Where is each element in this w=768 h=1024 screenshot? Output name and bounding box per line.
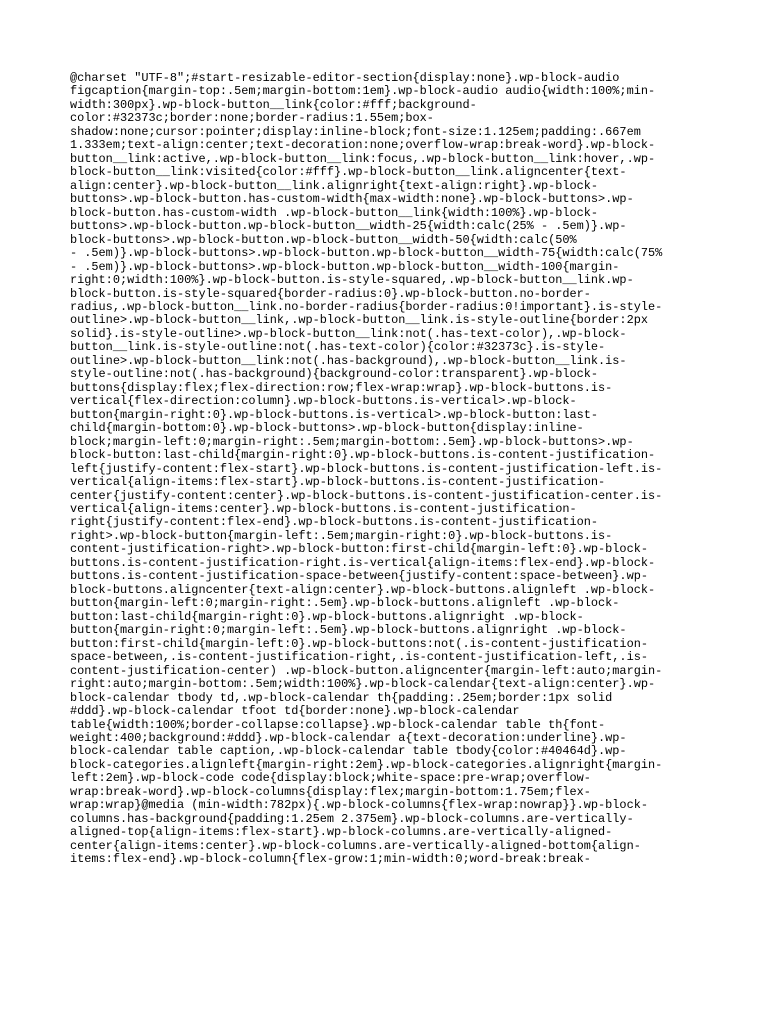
stylesheet-line: right:0;width:100%}.wp-block-button.is-style-squared,.wp-block-button__link.wp- (70, 273, 634, 288)
stylesheet-line: button{margin-left:0;margin-right:.5em}.wp-block-buttons.alignleft .wp-block- (70, 596, 620, 611)
stylesheet-line: block-button:last-child{margin-right:0}.wp-block-buttons.is-content-justification- (70, 448, 656, 463)
stylesheet-line: content-justification-right>.wp-block-button:first-child{margin-left:0}.wp-block- (70, 542, 648, 557)
stylesheet-line: block-categories.alignleft{margin-right:2em}.wp-block-categories.alignright{margin- (70, 757, 663, 772)
stylesheet-line: button:last-child{margin-right:0}.wp-block-buttons.alignright .wp-block- (70, 609, 584, 624)
stylesheet-line: button{margin-right:0;margin-left:.5em}.wp-block-buttons.alignright .wp-block- (70, 623, 627, 638)
stylesheet-line: block-button.is-style-squared{border-radius:0}.wp-block-button.no-border- (70, 286, 591, 301)
stylesheet-line: - .5em)}.wp-block-buttons>.wp-block-button.wp-block-button__width-100{margin- (70, 259, 620, 274)
stylesheet-line: right:auto;margin-bottom:.5em;width:100%}.wp-block-calendar{text-align:center}.wp- (70, 677, 656, 692)
stylesheet-line: right{justify-content:flex-end}.wp-block-buttons.is-content-justification- (70, 515, 599, 530)
stylesheet-line: button__link.is-style-outline:not(.has-text-color){color:#32373c}.is-style- (70, 340, 606, 355)
stylesheet-line: buttons.is-content-justification-space-between{justify-content:space-between}.wp- (70, 569, 648, 584)
stylesheet-line: vertical{align-items:center}.wp-block-buttons.is-content-justification- (70, 502, 577, 516)
stylesheet-line: radius,.wp-block-button__link.no-border-radius{border-radius:0!important}.is-style- (70, 299, 663, 314)
stylesheet-line: color:#32373c;border:none;border-radius:1.55em;box- (70, 111, 434, 126)
stylesheet-line: block-buttons>.wp-block-button.wp-block-button__width-50{width:calc(50% (70, 232, 577, 247)
stylesheet-line: figcaption{margin-top:.5em;margin-bottom:1em}.wp-block-audio audio{width:100%;min- (70, 84, 656, 99)
stylesheet-line: @charset "UTF-8";#start-resizable-editor-section{display:none}.wp-block-audio (70, 71, 620, 85)
stylesheet-line: table{width:100%;border-collapse:collapse}.wp-block-calendar table th{font- (70, 717, 606, 732)
stylesheet-line: - .5em)}.wp-block-buttons>.wp-block-button.wp-block-button__width-75{width:calc(75% (70, 246, 663, 261)
stylesheet-line: outline>.wp-block-button__link:not(.has-background),.wp-block-button__link.is- (70, 353, 627, 368)
stylesheet-line: 1.333em;text-align:center;text-decoration:none;overflow-wrap:break-word}.wp-block- (70, 138, 656, 153)
stylesheet-line: aligned-top{align-items:flex-start}.wp-block-columns.are-vertically-aligned- (70, 825, 613, 840)
stylesheet-line: child{margin-bottom:0}.wp-block-buttons>.wp-block-button{display:inline- (70, 421, 584, 436)
stylesheet-line: block-button.has-custom-width .wp-block-button__link{width:100%}.wp-block- (70, 205, 599, 220)
stylesheet-line: block-buttons.aligncenter{text-align:center}.wp-block-buttons.alignleft .wp-block- (70, 582, 656, 597)
stylesheet-line: button__link:active,.wp-block-button__link:focus,.wp-block-button__link:hover,.wp- (70, 151, 656, 166)
stylesheet-line: left{justify-content:flex-start}.wp-block-buttons.is-content-justification-left.is- (70, 461, 663, 476)
stylesheet-line: button:first-child{margin-left:0}.wp-block-buttons:not(.is-content-justification- (70, 636, 648, 651)
stylesheet-line: block-calendar table caption,.wp-block-calendar table tbody{color:#40464d}.wp- (70, 744, 627, 759)
stylesheet-line: vertical{align-items:flex-start}.wp-block-buttons.is-content-justification- (70, 475, 606, 490)
stylesheet-line: block;margin-left:0;margin-right:.5em;margin-bottom:.5em}.wp-block-buttons>.wp- (70, 434, 634, 449)
stylesheet-line: block-calendar tbody td,.wp-block-calendar th{padding:.25em;border:1px solid (70, 690, 613, 705)
stylesheet-line: wrap:wrap}@media (min-width:782px){.wp-block-columns{flex-wrap:nowrap}}.wp-block- (70, 798, 648, 813)
stylesheet-line: #ddd}.wp-block-calendar tfoot td{border:none}.wp-block-calendar (70, 704, 520, 719)
stylesheet-line: center{justify-content:center}.wp-block-buttons.is-content-justification-center.is- (70, 488, 663, 503)
stylesheet-line: wrap:break-word}.wp-block-columns{display:flex;margin-bottom:1.75em;flex- (70, 784, 591, 799)
stylesheet-line: solid}.is-style-outline>.wp-block-button__link:not(.has-text-color),.wp-block- (70, 326, 627, 341)
stylesheet-line: space-between,.is-content-justification-right,.is-content-justification-left,.is- (70, 650, 648, 665)
stylesheet-line: outline>.wp-block-button__link,.wp-block-button__link.is-style-outline{border:2px (70, 313, 648, 328)
stylesheet-line: shadow:none;cursor:pointer;display:inline-block;font-size:1.125em;padding:.667em (70, 124, 641, 139)
stylesheet-line: block-button__link:visited{color:#fff}.wp-block-button__link.aligncenter{text- (70, 165, 627, 180)
stylesheet-line: center{align-items:center}.wp-block-columns.are-vertically-aligned-bottom{align- (70, 838, 641, 853)
stylesheet-text (70, 72, 710, 867)
stylesheet-line: button{margin-right:0}.wp-block-buttons.is-vertical>.wp-block-button:last- (70, 407, 599, 422)
stylesheet-line: buttons>.wp-block-button.wp-block-button__width-25{width:calc(25% - .5em)}.wp- (70, 219, 627, 234)
stylesheet-line: width:300px}.wp-block-button__link{color:#fff;background- (70, 97, 477, 112)
stylesheet-line: style-outline:not(.has-background){background-color:transparent}.wp-block- (70, 367, 599, 382)
stylesheet-line: align:center}.wp-block-button__link.alignright{text-align:right}.wp-block- (70, 178, 599, 193)
stylesheet-line: buttons{display:flex;flex-direction:row;flex-wrap:wrap}.wp-block-buttons.is- (70, 380, 613, 395)
stylesheet-line: right>.wp-block-button{margin-left:.5em;margin-right:0}.wp-block-buttons.is- (70, 528, 613, 543)
stylesheet-line: content-justification-center) .wp-block-button.aligncenter{margin-left:auto;margin- (70, 663, 663, 678)
stylesheet-line: buttons>.wp-block-button.has-custom-width{max-width:none}.wp-block-buttons>.wp- (70, 192, 634, 207)
stylesheet-line: buttons.is-content-justification-right.is-vertical{align-items:flex-end}.wp-block- (70, 555, 656, 570)
stylesheet-line: weight:400;background:#ddd}.wp-block-calendar a{text-decoration:underline}.wp- (70, 730, 627, 745)
stylesheet-line: columns.has-background{padding:1.25em 2.375em}.wp-block-columns.are-vertically- (70, 811, 634, 826)
stylesheet-line: vertical{flex-direction:column}.wp-block-buttons.is-vertical>.wp-block- (70, 394, 577, 409)
stylesheet-line: items:flex-end}.wp-block-column{flex-grow:1;min-width:0;word-break:break- (70, 852, 591, 867)
stylesheet-line: left:2em}.wp-block-code code{display:block;white-space:pre-wrap;overflow- (70, 771, 591, 786)
